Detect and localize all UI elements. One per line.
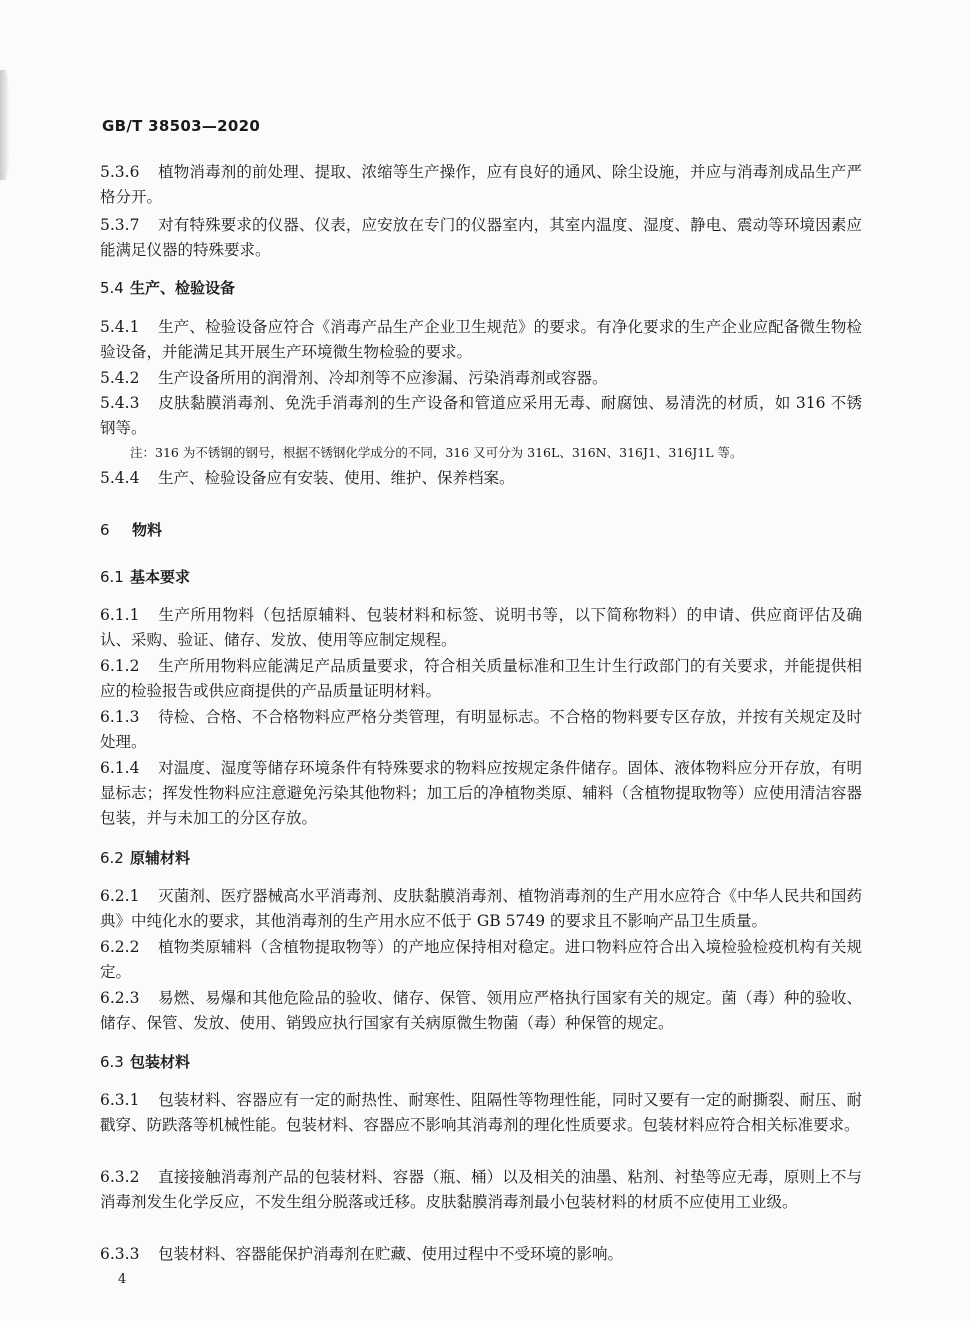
- clause-6-2-3: [100, 986, 862, 1036]
- page-edge-shadow: [0, 70, 10, 180]
- clause-number: 5.3.6: [100, 163, 140, 181]
- heading-6: [100, 519, 862, 541]
- clause-text: 直接接触消毒剂产品的包装材料、容器（瓶、桶）以及相关的油墨、粘剂、衬垫等应无毒，原则上不与消毒剂发生化学反应，不发生组分脱落或迁移。皮肤黏膜消毒剂最小包装材料的材质不应使用工业级。: [100, 1168, 862, 1211]
- clause-5-4-2: [100, 366, 862, 391]
- clause-5-4-3: [100, 391, 862, 441]
- heading-number: 6.2: [100, 849, 124, 867]
- clause-6-3-1: [100, 1088, 862, 1138]
- clause-number: 6.2.2: [100, 938, 140, 956]
- clause-number: 6.1.3: [100, 708, 140, 726]
- clause-number: 6.3.1: [100, 1091, 140, 1109]
- page-number: 4: [118, 1272, 127, 1287]
- clause-number: 5.4.3: [100, 394, 140, 412]
- heading-text: 生产、检验设备: [130, 279, 236, 297]
- clause-6-1-4: [100, 756, 862, 831]
- clause-number: 6.1.2: [100, 657, 140, 675]
- clause-6-3-3: [100, 1242, 862, 1267]
- heading-text: 原辅材料: [130, 849, 191, 867]
- clause-text: 生产所用物料应能满足产品质量要求，符合相关质量标准和卫生计生行政部门的有关要求，并能提供相应的检验报告或供应商提供的产品质量证明材料。: [100, 657, 862, 700]
- clause-6-3-2: [100, 1165, 862, 1215]
- heading-5-4: [100, 277, 862, 299]
- clause-number: 6.2.1: [100, 887, 140, 905]
- note-text: 316 为不锈钢的钢号，根据不锈钢化学成分的不同，316 又可分为 316L、316N、316J1、316J1L 等。: [155, 445, 743, 460]
- clause-text: 待检、合格、不合格物料应严格分类管理，有明显标志。不合格的物料要专区存放，并按有关规定及时处理。: [100, 708, 862, 751]
- clause-text: 包装材料、容器应有一定的耐热性、耐寒性、阻隔性等物理性能，同时又要有一定的耐撕裂、耐压、耐戳穿、防跌落等机械性能。包装材料、容器应不影响其消毒剂的理化性质要求。包装材料应符合相关标准要求。: [100, 1091, 862, 1134]
- clause-text: 皮肤黏膜消毒剂、免洗手消毒剂的生产设备和管道应采用无毒、耐腐蚀、易清洗的材质，如 316 不锈钢等。: [100, 394, 862, 437]
- clause-6-1-1: [100, 603, 862, 653]
- heading-text: 基本要求: [130, 568, 191, 586]
- heading-number: 6: [100, 521, 110, 539]
- clause-6-2-1: [100, 884, 862, 934]
- clause-text: 对有特殊要求的仪器、仪表，应安放在专门的仪器室内，其室内温度、湿度、静电、震动等环境因素应能满足仪器的特殊要求。: [100, 216, 862, 259]
- clause-text: 植物消毒剂的前处理、提取、浓缩等生产操作，应有良好的通风、除尘设施，并应与消毒剂成品生产严格分开。: [100, 163, 862, 206]
- standard-code: GB/T 38503—2020: [102, 117, 261, 135]
- heading-6-3: [100, 1051, 862, 1073]
- clause-6-1-3: [100, 705, 862, 755]
- heading-6-2: [100, 847, 862, 869]
- note-5-4-3: [100, 443, 892, 463]
- clause-6-2-2: [100, 935, 862, 985]
- clause-number: 5.4.2: [100, 369, 140, 387]
- clause-text: 易燃、易爆和其他危险品的验收、储存、保管、领用应严格执行国家有关的规定。菌（毒）种的验收、储存、保管、发放、使用、销毁应执行国家有关病原微生物菌（毒）种保管的规定。: [100, 989, 862, 1032]
- note-label: 注：: [130, 445, 156, 460]
- clause-5-3-6: [100, 160, 862, 210]
- clause-number: 5.3.7: [100, 216, 140, 234]
- heading-number: 6.1: [100, 568, 124, 586]
- heading-number: 6.3: [100, 1053, 124, 1071]
- clause-number: 6.1.1: [100, 606, 140, 624]
- clause-number: 5.4.1: [100, 318, 140, 336]
- clause-number: 6.3.2: [100, 1168, 140, 1186]
- clause-number: 5.4.4: [100, 469, 140, 487]
- heading-number: 5.4: [100, 279, 124, 297]
- clause-text: 生产、检验设备应符合《消毒产品生产企业卫生规范》的要求。有净化要求的生产企业应配备微生物检验设备，并能满足其开展生产环境微生物检验的要求。: [100, 318, 862, 361]
- clause-number: 6.3.3: [100, 1245, 140, 1263]
- heading-6-1: [100, 566, 862, 588]
- clause-number: 6.1.4: [100, 759, 140, 777]
- clause-text: 植物类原辅料（含植物提取物等）的产地应保持相对稳定。进口物料应符合出入境检验检疫机构有关规定。: [100, 938, 862, 981]
- clause-text: 对温度、湿度等储存环境条件有特殊要求的物料应按规定条件储存。固体、液体物料应分开存放，有明显标志；挥发性物料应注意避免污染其他物料；加工后的净植物类原、辅料（含植物提取物等）应使用清洁容器包装，并与未加工的分区存放。: [100, 759, 862, 827]
- clause-5-4-4: [100, 466, 862, 491]
- clause-number: 6.2.3: [100, 989, 140, 1007]
- clause-text: 生产、检验设备应有安装、使用、维护、保养档案。: [158, 469, 515, 487]
- clause-text: 生产设备所用的润滑剂、冷却剂等不应渗漏、污染消毒剂或容器。: [158, 369, 608, 387]
- clause-5-3-7: [100, 213, 862, 263]
- clause-text: 灭菌剂、医疗器械高水平消毒剂、皮肤黏膜消毒剂、植物消毒剂的生产用水应符合《中华人民共和国药典》中纯化水的要求，其他消毒剂的生产用水应不低于 GB 5749 的要求且不影响产品卫生质量。: [100, 887, 862, 930]
- heading-text: 包装材料: [130, 1053, 191, 1071]
- clause-text: 生产所用物料（包括原辅料、包装材料和标签、说明书等，以下简称物料）的申请、供应商评估及确认、采购、验证、储存、发放、使用等应制定规程。: [100, 606, 862, 649]
- clause-6-1-2: [100, 654, 862, 704]
- clause-text: 包装材料、容器能保护消毒剂在贮藏、使用过程中不受环境的影响。: [158, 1245, 624, 1263]
- clause-5-4-1: [100, 315, 862, 365]
- heading-text: 物料: [132, 521, 163, 539]
